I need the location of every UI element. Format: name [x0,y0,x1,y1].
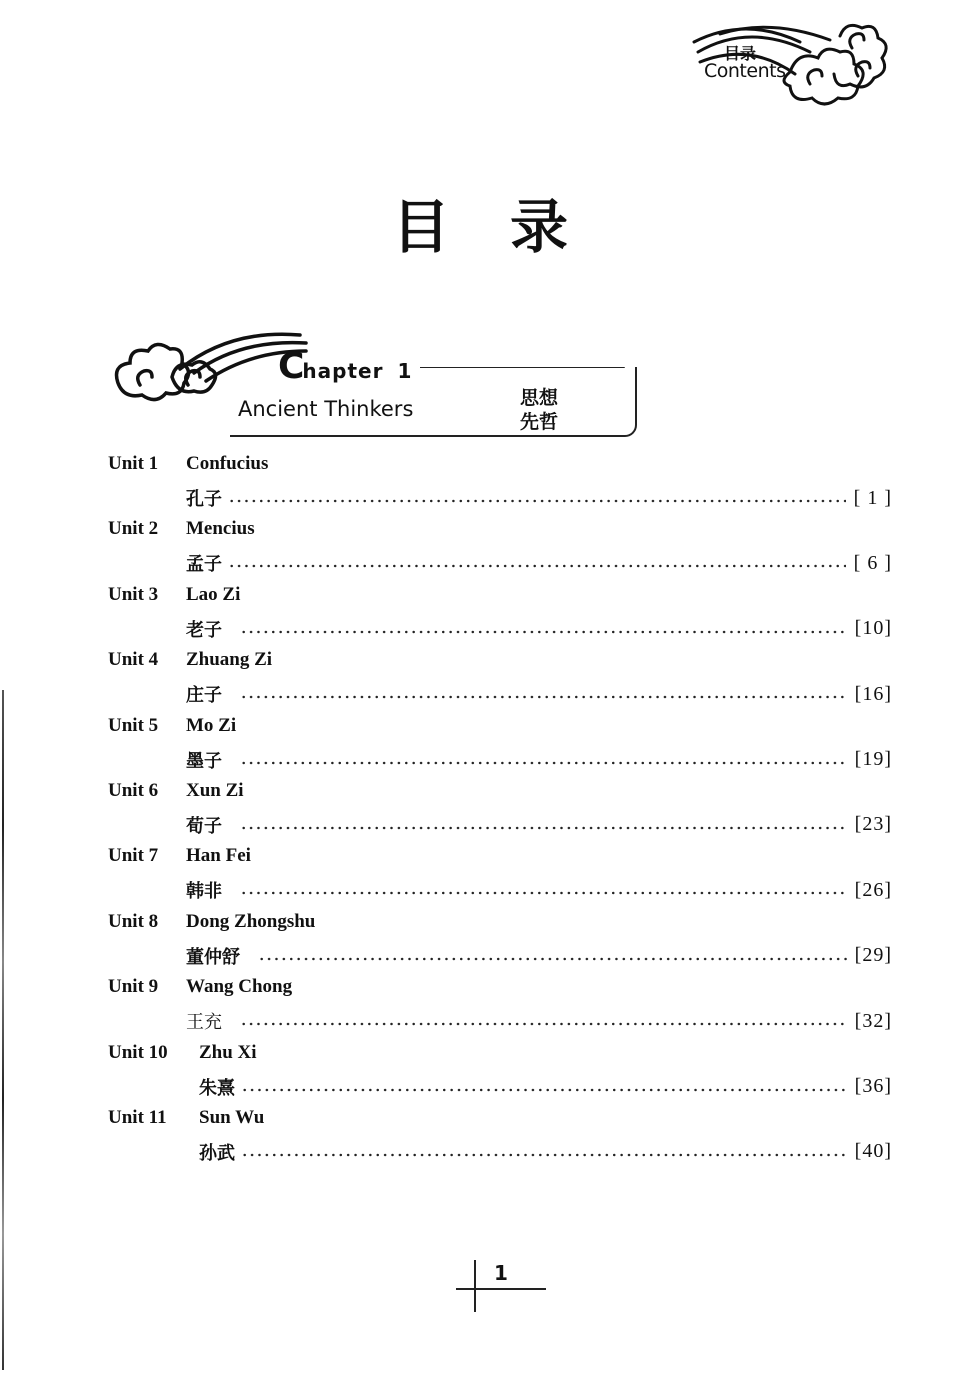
unit-label: Unit 1 [108,453,159,474]
table-of-contents [0,450,960,1169]
chapter-title-zh-line1: 思想 [520,387,559,409]
unit-name-zh: 墨子 [186,750,222,772]
toc-unit[interactable] [0,777,960,842]
unit-label: Unit 8 [108,910,159,932]
page-number-mark [456,1260,548,1312]
header-label-en: Contents [704,60,786,82]
unit-title-row [108,973,292,1001]
unit-name-zh: 韩非 [186,881,222,903]
page-reference: [23] [854,813,892,836]
dot-leader [228,499,846,503]
chapter-title-zh-line2: 先哲 [520,411,559,433]
header-label-zh: 目录 [724,44,757,63]
unit-title-row [108,777,244,805]
running-header [704,46,785,81]
page-reference: [32] [854,1009,892,1032]
toc-unit[interactable] [0,646,960,711]
unit-entry-row[interactable] [186,483,892,513]
unit-entry-row[interactable] [186,679,892,709]
dot-leader [240,826,847,830]
unit-label: Unit 7 [108,845,159,867]
unit-label: Unit 6 [108,779,159,801]
unit-label: Unit 4 [108,649,159,671]
unit-name: Confucius [186,453,269,474]
unit-name: Dong Zhongshu [186,910,316,932]
unit-name-zh: 孟子 [186,554,222,576]
page-reference: [16] [854,682,892,705]
toc-unit[interactable] [0,712,960,777]
toc-unit[interactable] [0,515,960,580]
unit-title-row [108,515,255,543]
unit-name: Xun Zi [186,779,244,801]
unit-entry-row[interactable] [186,941,892,971]
unit-name: Mencius [186,518,255,540]
toc-unit[interactable] [0,450,960,515]
chapter-heading [278,346,412,387]
footer-crosshair [474,1260,476,1312]
unit-name: Wang Chong [186,976,293,998]
unit-label: Unit 9 [108,976,159,998]
unit-name-zh: 孙武 [199,1142,235,1164]
unit-title-row [108,581,240,609]
toc-unit[interactable] [0,1039,960,1104]
page-number: 1 [494,1261,508,1285]
unit-title-row [108,450,268,478]
unit-name-zh: 庄子 [186,685,222,707]
page-reference: [10] [854,617,892,640]
unit-name: Han Fei [186,845,251,867]
toc-unit[interactable] [0,908,960,973]
toc-unit[interactable] [0,581,960,646]
toc-unit[interactable] [0,973,960,1038]
unit-label: Unit 3 [108,583,159,605]
unit-title-row [108,712,236,740]
unit-label: Unit 2 [108,518,159,540]
chapter-heading-initial: C [278,346,303,387]
page-reference: [29] [854,944,892,967]
dot-leader [240,1022,847,1026]
dot-leader [258,957,847,961]
unit-title-row [108,908,315,936]
page-reference: [ 1 ] [853,486,892,509]
page-reference: [40] [854,1140,892,1163]
dot-leader [240,761,847,765]
unit-name-zh: 董仲舒 [186,946,240,968]
unit-title-row [108,1104,264,1132]
unit-name: Mo Zi [186,714,237,736]
unit-entry-row[interactable] [186,810,892,840]
chapter-title-zh [520,386,558,434]
toc-unit[interactable] [0,842,960,907]
chapter-subtitle: Ancient Thinkers [238,397,414,421]
unit-title-row [108,1039,257,1067]
unit-entry-row[interactable] [186,1006,892,1036]
unit-entry-row[interactable] [186,614,892,644]
footer-rule [456,1288,546,1290]
unit-name-zh: 王充 [186,1012,222,1034]
unit-name-zh: 老子 [186,619,222,641]
page-title: 目录 [391,193,628,261]
unit-title-row [108,842,251,870]
unit-name-zh: 孔子 [186,489,222,510]
unit-name-zh: 朱熹 [199,1077,235,1099]
unit-entry-row[interactable] [186,745,892,775]
unit-label: Unit 11 [108,1106,167,1128]
unit-entry-row[interactable] [199,1137,892,1167]
dot-leader [240,630,847,634]
dot-leader [240,695,847,699]
toc-unit[interactable] [0,1104,960,1169]
unit-label: Unit 10 [108,1041,168,1063]
dot-leader [241,1153,847,1157]
unit-name-zh: 荀子 [186,815,222,837]
unit-name: Sun Wu [199,1106,265,1128]
dot-leader [240,891,847,895]
page-reference: [ 6 ] [853,551,892,574]
unit-name: Lao Zi [186,583,241,605]
chapter-number: 1 [397,359,413,383]
unit-name: Zhu Xi [199,1041,257,1063]
dot-leader [228,564,846,568]
unit-label: Unit 5 [108,714,159,736]
unit-title-row [108,646,272,674]
page-reference: [19] [854,748,892,771]
dot-leader [241,1088,847,1092]
unit-entry-row[interactable] [186,548,892,578]
page-reference: [26] [854,878,892,901]
chapter-heading-word: hapter [302,359,384,383]
unit-name: Zhuang Zi [186,649,273,671]
unit-entry-row[interactable] [199,1072,892,1102]
unit-entry-row[interactable] [186,875,892,905]
page-reference: [36] [854,1075,892,1098]
